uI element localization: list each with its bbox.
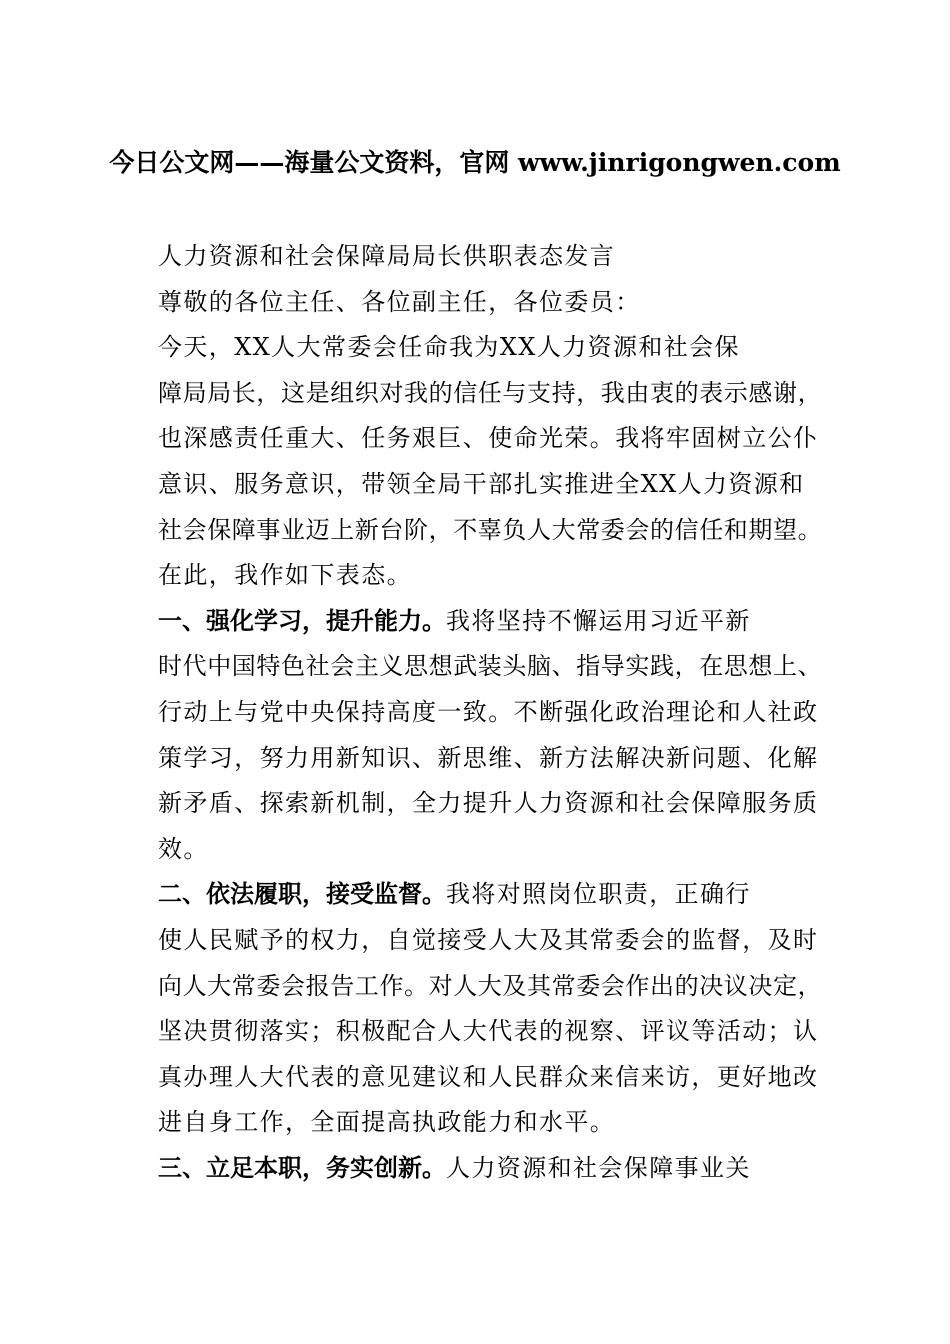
section-2-heading: 二、依法履职，接受监督。 — [158, 880, 446, 909]
intro-line: 在此，我作如下表态。 — [158, 561, 412, 590]
intro-line: 意识、服务意识，带领全局干部扎实推进全XX人力资源和 — [158, 469, 805, 498]
section-1-line: 效。 — [158, 834, 209, 863]
section-2-line: 真办理人大代表的意见建议和人民群众来信来访，更好地改 — [158, 1062, 819, 1091]
section-1-line: 新矛盾、探索新机制，全力提升人力资源和社会保障服务质 — [158, 789, 819, 818]
intro-line: 社会保障事业迈上新台阶，不辜负人大常委会的信任和期望。 — [158, 515, 823, 544]
section-3-heading: 三、立足本职，务实创新。 — [158, 1153, 446, 1182]
section-3-first-line — [158, 1146, 848, 1192]
section-2-first-line-text: 我将对照岗位职责，正确行 — [446, 880, 751, 909]
section-1-first-line — [158, 599, 848, 645]
document-title: 人力资源和社会保障局局长供职表态发言 — [158, 242, 616, 270]
section-2-first-line — [158, 872, 848, 918]
section-3-first-line-text: 人力资源和社会保障事业关 — [446, 1153, 751, 1182]
document-body — [158, 234, 848, 1191]
section-2-line: 进自身工作，全面提高执政能力和水平。 — [158, 1108, 616, 1137]
section-1-heading: 一、强化学习，提升能力。 — [158, 606, 446, 635]
intro-line: 也深感责任重大、任务艰巨、使命光荣。我将牢固树立公仆 — [158, 424, 819, 453]
site-header-banner: 今日公文网——海量公文资料，官网 www.jinrigongwen.com — [109, 148, 841, 177]
intro-line: 障局局长，这是组织对我的信任与支持，我由衷的表示感谢， — [158, 378, 823, 407]
section-2-line: 向人大常委会报告工作。对人大及其常委会作出的决议决定， — [158, 971, 823, 1000]
section-1-line: 行动上与党中央保持高度一致。不断强化政治理论和人社政 — [158, 697, 819, 726]
section-1-line: 时代中国特色社会主义思想武装头脑、指导实践，在思想上、 — [158, 652, 823, 681]
section-1-first-line-text: 我将坚持不懈运用习近平新 — [446, 606, 751, 635]
intro-line: 今天，XX人大常委会任命我为XX人力资源和社会保 — [158, 333, 740, 362]
section-2-line: 使人民赋予的权力，自觉接受人大及其常委会的监督，及时 — [158, 925, 819, 954]
section-2-line: 坚决贯彻落实；积极配合人大代表的视察、评议等活动；认 — [158, 1017, 819, 1046]
salutation: 尊敬的各位主任、各位副主任，各位委员： — [158, 287, 641, 316]
section-1-line: 策学习，努力用新知识、新思维、新方法解决新问题、化解 — [158, 743, 819, 772]
